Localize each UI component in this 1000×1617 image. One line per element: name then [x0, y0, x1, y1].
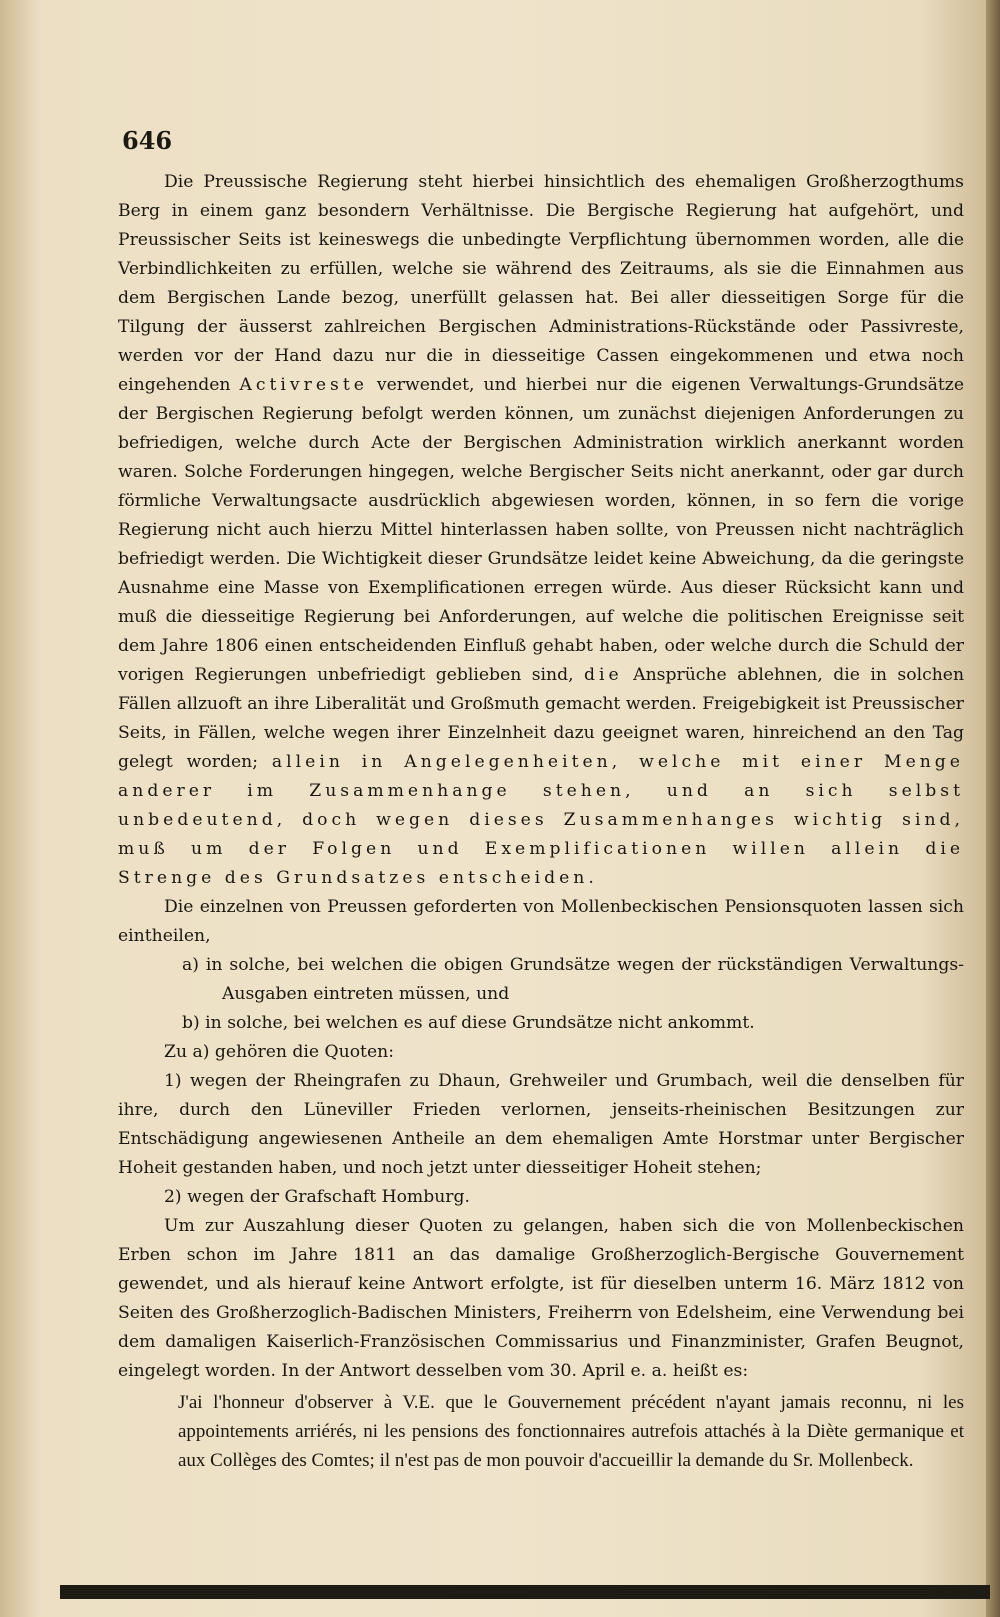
page-bottom-shadow [60, 1585, 990, 1599]
paragraph-1 [118, 168, 964, 893]
page-number: 646 [122, 126, 173, 155]
numbered-item-1: 1) wegen der Rheingrafen zu Dhaun, Grehweiler und Grumbach, weil die denselben für ihre, durch den Lüneviller Frieden verlornen, jenseits-rheinischen Besitzungen zur Entschädigung angewiesenen Antheile an dem ehemaligen Amte Horstmar unter Bergischer Hoheit gestanden haben, und noch jetzt unter diesseitiger Hoheit stehen; [118, 1071, 964, 1178]
numbered-item-2: 2) wegen der Grafschaft Homburg. [164, 1187, 470, 1207]
paragraph-1-part-c: Ansprüche ablehnen, die in solchen Fällen allzuoft an ihre Liberalität und Großmuth gemacht werden. Freigebigkeit ist Preussischer Seits, in Fällen, welche wegen ihrer Einzelnheit dazu geeignet waren, hinreichend an den Tag gelegt worden; [118, 665, 965, 772]
spaced-term-die: die [584, 665, 623, 685]
paragraph-2: Die einzelnen von Preussen geforderten von Mollenbeckischen Pensionsquoten lassen sich eintheilen, [118, 897, 964, 946]
paragraph-1-part-a: Die Preussische Regierung steht hierbei hinsichtlich des ehemaligen Großherzogthums Berg in einem ganz besondern Verhältnisse. Die Bergische Regierung hat aufgehört, und Preussischer Seits ist keineswegs die unbedingte Verpflichtung übernommen worden, alle die Verbindlichkeiten zu erfüllen, welche sie während des Zeitraums, als sie die Einnahmen aus dem Bergischen Lande bezog, unerfüllt gelassen hat. Bei aller diesseitigen Sorge für die Tilgung der äusserst zahlreichen Bergischen Administrations-Rückstände oder Passivreste, werden vor der Hand dazu nur die in diesseitige Cassen eingekommenen und etwa noch eingehenden [118, 172, 964, 395]
french-quotation: J'ai l'honneur d'observer à V.E. que le Gouvernement précédent n'ayant jamais reconnu, ni les appointements arriérés, ni les pensions des fonctionnaires autrefois attachés à la Diète germanique et aux Collèges des Comtes; il n'est pas de mon pouvoir d'accueillir la demande du Sr. Mollenbeck. [178, 1392, 964, 1471]
list-item-a: a) in solche, bei welchen die obigen Grundsätze wegen der rückständigen Verwaltungs-Ausgaben eintreten müssen, und [182, 955, 964, 1004]
spaced-passage: allein in Angelegenheiten, welche mit einer Menge anderer im Zusammenhange stehen, und an sich selbst unbedeutend, doch wegen dieses Zusammenhanges wichtig sind, muß um der Folgen und Exemplificationen willen allein die Strenge des Grundsatzes entscheiden. [118, 752, 964, 888]
paragraph-1-part-b: verwendet, und hierbei nur die eigenen Verwaltungs-Grundsätze der Bergischen Regierung befolgt werden können, um zunächst diejenigen Anforderungen zu befriedigen, welche durch Acte der Bergischen Administration wirklich anerkannt worden waren. Solche Forderungen hingegen, welche Bergischer Seits nicht anerkannt, oder gar durch förmliche Verwaltungsacte ausdrücklich abgewiesen worden, können, in so fern die vorige Regierung nicht auch hierzu Mittel hinterlassen haben sollte, von Preussen nicht nachträglich befriedigt werden. Die Wichtigkeit dieser Grundsätze leidet keine Abweichung, da die geringste Ausnahme eine Masse von Exemplificationen erregen würde. Aus dieser Rücksicht kann und muß die diesseitige Regierung bei Anforderungen, auf welche die politischen Ereignisse seit dem Jahre 1806 einen entscheidenden Einfluß gehabt haben, oder welche durch die Schuld der vorigen Regierungen unbefriedigt geblieben sind, [118, 375, 965, 685]
page-edge [986, 0, 1000, 1617]
zu-a-heading: Zu a) gehören die Quoten: [164, 1042, 394, 1062]
paragraph-3: Um zur Auszahlung dieser Quoten zu gelangen, haben sich die von Mollenbeckischen Erben schon im Jahre 1811 an das damalige Großherzoglich-Bergische Gouvernement gewendet, und als hierauf keine Antwort erfolgte, ist für dieselben unterm 16. März 1812 von Seiten des Großherzoglich-Badischen Ministers, Freiherrn von Edelsheim, eine Verwendung bei dem damaligen Kaiserlich-Französischen Commissarius und Finanzminister, Grafen Beugnot, eingelegt worden. In der Antwort desselben vom 30. April e. a. heißt es: [118, 1216, 964, 1381]
body-text [118, 168, 964, 1475]
spaced-term-activreste: Activreste [239, 375, 368, 395]
list-item-b: b) in solche, bei welchen es auf diese Grundsätze nicht ankommt. [182, 1013, 755, 1033]
